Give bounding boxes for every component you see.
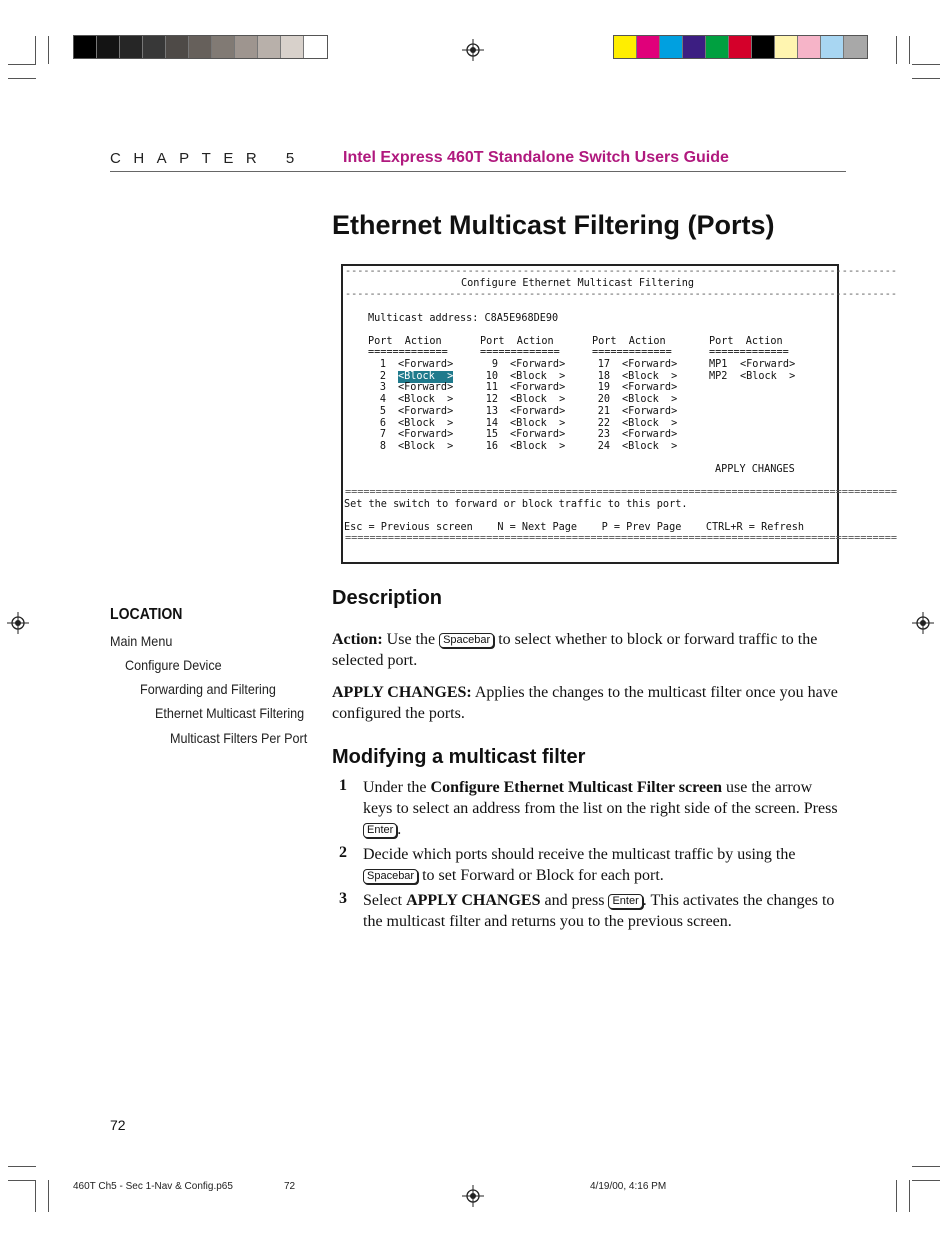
- terminal-divider: ==========================================================================================: [345, 533, 898, 544]
- port-action-toggle[interactable]: <Forward>: [398, 405, 454, 417]
- port-action-toggle[interactable]: <Forward>: [510, 382, 566, 394]
- port-number: 9: [491, 359, 498, 370]
- port-action-toggle[interactable]: <Block >: [740, 370, 796, 382]
- terminal-keys-line: Esc = Previous screen N = Next Page P = Prev Page CTRL+R = Refresh: [344, 522, 805, 533]
- crop-mark: [48, 36, 49, 64]
- description-heading: Description: [332, 587, 443, 609]
- port-action-toggle[interactable]: <Forward>: [510, 359, 566, 370]
- process-color-swatch-bar: [613, 35, 868, 59]
- crop-mark: [35, 1180, 36, 1212]
- port-action-toggle[interactable]: <Block >: [510, 370, 566, 382]
- port-number: 15: [485, 429, 498, 441]
- column-underline: =============: [709, 347, 789, 358]
- crop-mark: [48, 1180, 49, 1212]
- column-underline: =============: [592, 347, 672, 358]
- grayscale-swatch-bar: [73, 35, 328, 59]
- chapter-label: CHAPTER 5: [110, 150, 307, 167]
- action-text: Use the: [386, 631, 436, 648]
- port-action-toggle[interactable]: <Forward>: [622, 429, 678, 441]
- location-path-item: Ethernet Multicast Filtering: [155, 705, 305, 721]
- color-swatch: [166, 36, 189, 58]
- port-action-toggle[interactable]: <Block >: [622, 417, 678, 429]
- port-number: 17: [597, 359, 610, 370]
- port-action-toggle[interactable]: <Block >: [398, 417, 454, 429]
- enter-key: Enter: [363, 823, 397, 838]
- terminal-help-text: Set the switch to forward or block traffic to this port.: [344, 499, 688, 510]
- color-swatch: [212, 36, 235, 58]
- terminal-divider: ==========================================================================================: [345, 487, 898, 498]
- column-underline: =============: [368, 347, 448, 358]
- location-path-item: Main Menu: [110, 633, 173, 649]
- location-path-item: Multicast Filters Per Port: [170, 730, 308, 746]
- color-swatch: [752, 36, 775, 58]
- action-paragraph: [332, 629, 837, 671]
- crop-mark: [912, 1166, 940, 1167]
- registration-mark-icon: [462, 39, 484, 61]
- action-text: to select whether to block or forward traffic to the selected port.: [332, 631, 818, 669]
- step-number: 2: [339, 844, 347, 861]
- port-number: 11: [485, 382, 498, 394]
- port-number: 14: [485, 417, 498, 429]
- port-number: 20: [597, 394, 610, 406]
- crop-mark: [8, 78, 36, 79]
- port-action-toggle[interactable]: <Forward>: [510, 429, 566, 441]
- spacebar-key: Spacebar: [439, 633, 494, 648]
- terminal-screenshot: [341, 264, 898, 564]
- port-number: 4: [379, 394, 386, 406]
- port-action-toggle[interactable]: <Block >: [622, 394, 678, 406]
- spacebar-key: Spacebar: [363, 869, 418, 884]
- color-swatch: [235, 36, 258, 58]
- color-swatch: [706, 36, 729, 58]
- color-swatch: [614, 36, 637, 58]
- guide-title: Intel Express 460T Standalone Switch Users Guide: [343, 149, 729, 166]
- column-underline: =============: [480, 347, 560, 358]
- crop-mark: [8, 64, 36, 65]
- port-number: 5: [379, 405, 386, 417]
- enter-key: Enter: [608, 894, 642, 909]
- port-action-toggle[interactable]: <Block >: [510, 394, 566, 406]
- step-1: Under the Configure Ethernet Multicast Filter screen use the arrow keys to select an address from the list on the right side of the screen. Press Enter .: [363, 779, 838, 838]
- port-action-toggle[interactable]: <Forward>: [510, 405, 566, 417]
- color-swatch: [281, 36, 304, 58]
- column-header: Port Action: [709, 336, 783, 347]
- action-label: Action:: [332, 631, 383, 648]
- crop-mark: [909, 36, 910, 64]
- port-action-toggle[interactable]: <Block >: [510, 417, 566, 429]
- terminal-divider: ------------------------------------------------------------------------------------------: [345, 289, 898, 300]
- terminal-screen-title: Configure Ethernet Multicast Filtering: [461, 278, 695, 289]
- port-number: 1: [379, 359, 386, 370]
- step-number: 3: [339, 890, 347, 907]
- color-swatch: [844, 36, 867, 58]
- port-number: 7: [379, 429, 386, 441]
- port-number: 24: [597, 440, 610, 452]
- port-number: 16: [485, 440, 498, 452]
- color-swatch: [97, 36, 120, 58]
- color-swatch: [683, 36, 706, 58]
- port-action-toggle[interactable]: <Block >: [398, 370, 454, 382]
- port-action-toggle[interactable]: <Block >: [622, 370, 678, 382]
- footer-page: 72: [284, 1181, 296, 1192]
- port-number: 22: [597, 417, 610, 429]
- apply-changes-paragraph: [332, 682, 842, 724]
- color-swatch: [120, 36, 143, 58]
- apply-changes-label: APPLY CHANGES:: [332, 684, 472, 701]
- step-2: Decide which ports should receive the multicast traffic by using the Spacebar to set Forward or Block for each port.: [363, 846, 796, 884]
- crop-mark: [35, 36, 36, 64]
- port-number: MP2: [709, 370, 728, 382]
- color-swatch: [143, 36, 166, 58]
- color-swatch: [189, 36, 212, 58]
- location-heading: LOCATION: [110, 606, 183, 623]
- page-number: 72: [110, 1117, 126, 1133]
- apply-changes-option[interactable]: APPLY CHANGES: [715, 464, 795, 475]
- port-number: 8: [379, 440, 386, 452]
- port-action-toggle[interactable]: <Forward>: [740, 359, 796, 370]
- color-swatch: [637, 36, 660, 58]
- column-header: Port Action: [592, 336, 666, 347]
- crop-mark: [8, 1166, 36, 1167]
- color-swatch: [775, 36, 798, 58]
- crop-mark: [912, 64, 940, 65]
- footer-filename: 460T Ch5 - Sec 1-Nav & Config.p65: [73, 1181, 233, 1192]
- color-swatch: [660, 36, 683, 58]
- port-action-toggle[interactable]: <Forward>: [398, 429, 454, 441]
- crop-mark: [896, 36, 897, 64]
- crop-mark: [912, 78, 940, 79]
- color-swatch: [74, 36, 97, 58]
- color-swatch: [304, 36, 327, 58]
- port-number: 6: [379, 417, 386, 429]
- port-number: 3: [379, 382, 386, 394]
- registration-mark-icon: [7, 612, 29, 634]
- header-rule: [110, 171, 846, 172]
- column-header: Port Action: [368, 336, 442, 347]
- port-action-toggle[interactable]: <Block >: [398, 394, 454, 406]
- crop-mark: [8, 1180, 36, 1181]
- port-number: 10: [485, 370, 498, 382]
- port-action-toggle[interactable]: <Forward>: [622, 405, 678, 417]
- port-number: 13: [485, 405, 498, 417]
- port-action-toggle[interactable]: <Forward>: [398, 382, 454, 394]
- port-number: MP1: [709, 359, 728, 370]
- port-number: 2: [379, 370, 386, 382]
- apply-changes-text: Applies the changes to the multicast filter once you have configured the ports.: [332, 684, 838, 722]
- color-swatch: [798, 36, 821, 58]
- location-path-item: Configure Device: [125, 657, 222, 673]
- step-3: Select APPLY CHANGES and press Enter . This activates the changes to the multicast filter and returns you to the previous screen.: [363, 892, 835, 930]
- step-number: 1: [339, 777, 347, 794]
- footer-timestamp: 4/19/00, 4:16 PM: [590, 1181, 667, 1192]
- location-path-item: Forwarding and Filtering: [140, 681, 276, 697]
- column-header: Port Action: [480, 336, 554, 347]
- port-number: 21: [597, 405, 610, 417]
- port-action-toggle[interactable]: <Block >: [510, 440, 566, 452]
- color-swatch: [258, 36, 281, 58]
- modify-heading: Modifying a multicast filter: [332, 746, 586, 768]
- multicast-address: Multicast address: C8A5E968DE90: [368, 313, 559, 324]
- port-action-toggle[interactable]: <Forward>: [622, 382, 678, 394]
- port-action-toggle[interactable]: <Block >: [622, 440, 678, 452]
- port-number: 18: [597, 370, 610, 382]
- crop-mark: [896, 1180, 897, 1212]
- color-swatch: [821, 36, 844, 58]
- crop-mark: [912, 1180, 940, 1181]
- port-number: 12: [485, 394, 498, 406]
- port-action-toggle[interactable]: <Forward>: [398, 359, 454, 370]
- port-number: 23: [597, 429, 610, 441]
- port-number: 19: [597, 382, 610, 394]
- registration-mark-icon: [912, 612, 934, 634]
- terminal-divider: ------------------------------------------------------------------------------------------: [345, 266, 898, 277]
- page-title: Ethernet Multicast Filtering (Ports): [332, 210, 775, 240]
- color-swatch: [729, 36, 752, 58]
- registration-mark-icon: [462, 1185, 484, 1207]
- port-action-toggle[interactable]: <Forward>: [622, 359, 678, 370]
- port-action-toggle[interactable]: <Block >: [398, 440, 454, 452]
- crop-mark: [909, 1180, 910, 1212]
